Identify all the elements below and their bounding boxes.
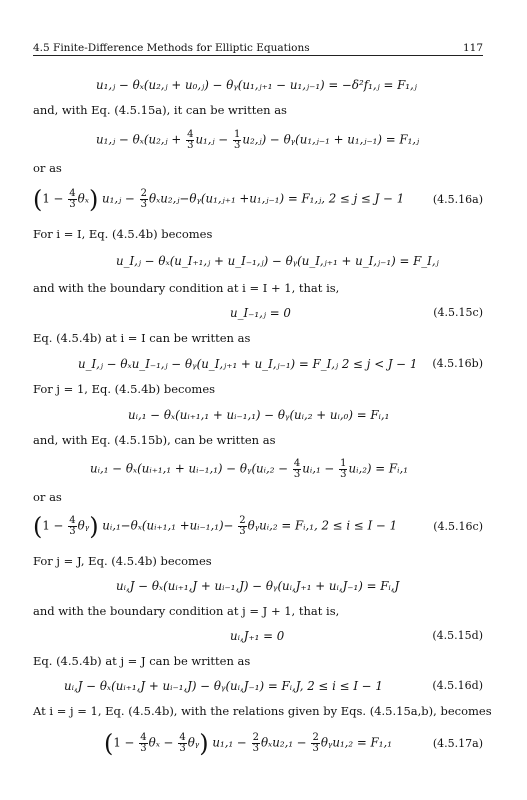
equation: uᵢ,₁ − θₓ(uᵢ₊₁,₁ + uᵢ₋₁,₁) − θᵧ(uᵢ,₂ + uᵢ,₀) = Fᵢ,₁ <box>128 408 390 422</box>
equation-number: (4.5.16c) <box>433 520 483 533</box>
numerator: 4 <box>179 732 186 743</box>
header-rule <box>33 55 483 56</box>
equation: u₁,ⱼ − θₓ(u₂,ⱼ + u₀,ⱼ) − θᵧ(u₁,ⱼ₊₁ − u₁,ⱼ₋₁) = −δ²f₁,ⱼ = F₁,ⱼ <box>96 78 417 92</box>
fraction <box>252 733 260 754</box>
right-paren: ) <box>89 512 99 541</box>
equation <box>96 130 419 151</box>
equation <box>33 185 405 214</box>
equation: u_I,ⱼ − θₓu_I₋₁,ⱼ − θᵧ(u_I,ⱼ₊₁ + u_I,ⱼ₋₁) = F_I,ⱼ 2 ≤ j < J − 1 <box>78 357 418 371</box>
section-title: 4.5 Finite-Difference Methods for Elliptic Equations <box>33 42 310 54</box>
equation-part: 1 − <box>42 518 68 533</box>
denominator: 3 <box>312 743 319 754</box>
equation-part: uᵢ,₁−θₓ(uᵢ₊₁,₁ +uᵢ₋₁,₁)− <box>98 518 238 533</box>
numerator: 2 <box>140 188 148 199</box>
equation-part: θᵧ <box>187 735 200 750</box>
fraction <box>293 459 301 480</box>
paragraph-text: and, with Eq. (4.5.15a), it can be written as <box>33 103 287 117</box>
equation: u_I₋₁,ⱼ = 0 <box>230 306 291 320</box>
equation <box>104 729 392 758</box>
fraction <box>139 733 147 754</box>
equation-part: 1 − <box>42 191 68 206</box>
equation-part: θᵧ <box>77 518 90 533</box>
equation-part: θₓ − <box>148 735 178 750</box>
equation <box>90 459 408 480</box>
equation-number: (4.5.15d) <box>432 629 483 642</box>
fraction <box>339 459 347 480</box>
fraction <box>238 516 246 537</box>
paragraph-text: and with the boundary condition at i = I + 1, that is, <box>33 281 340 295</box>
running-header <box>33 38 483 54</box>
left-paren: ( <box>33 512 43 541</box>
numerator: 4 <box>69 188 76 199</box>
denominator: 3 <box>234 140 241 151</box>
equation: uᵢ,J − θₓ(uᵢ₊₁,J + uᵢ₋₁,J) − θᵧ(uᵢ,J₋₁) = Fᵢ,J, 2 ≤ i ≤ I − 1 <box>64 679 383 693</box>
equation-part: u₁,ⱼ − θₓ(u₂,ⱼ + <box>96 132 186 147</box>
equation-number: (4.5.16b) <box>432 357 483 370</box>
equation: uᵢ,J − θₓ(uᵢ₊₁,J + uᵢ₋₁,J) − θᵧ(uᵢ,J₊₁ + uᵢ,J₋₁) = Fᵢ,J <box>116 579 400 593</box>
denominator: 3 <box>293 469 301 480</box>
paragraph-text: Eq. (4.5.4b) at j = J can be written as <box>33 654 251 668</box>
equation-part: θᵧu₁,₂ = F₁,₁ <box>320 735 392 750</box>
paragraph-text: At i = j = 1, Eq. (4.5.4b), with the relations given by Eqs. (4.5.15a,b), becomes <box>33 704 492 718</box>
right-paren: ) <box>88 185 99 214</box>
equation-number: (4.5.17a) <box>432 737 483 750</box>
numerator: 4 <box>187 129 194 140</box>
numerator: 4 <box>140 732 147 743</box>
equation-part: 1 − <box>113 735 139 750</box>
equation-part: u₁,ⱼ − <box>195 132 233 147</box>
denominator: 3 <box>187 140 194 151</box>
denominator: 3 <box>340 469 347 480</box>
paragraph-text: and, with Eq. (4.5.15b), can be written as <box>33 433 276 447</box>
equation-part: uᵢ,₁ − <box>302 461 339 476</box>
paragraph-text: For j = 1, Eq. (4.5.4b) becomes <box>33 382 216 396</box>
paragraph-text: or as <box>33 490 62 504</box>
numerator: 1 <box>234 129 241 140</box>
equation-part: u₁,ⱼ − <box>98 191 139 206</box>
fraction <box>311 733 319 754</box>
denominator: 3 <box>140 199 148 210</box>
paragraph-text: and with the boundary condition at j = J + 1, that is, <box>33 604 340 618</box>
fraction <box>186 130 194 151</box>
denominator: 3 <box>69 199 76 210</box>
numerator: 4 <box>69 515 76 526</box>
equation-number: (4.5.15c) <box>433 306 483 319</box>
numerator: 2 <box>312 732 319 743</box>
fraction <box>178 733 186 754</box>
denominator: 3 <box>239 526 246 537</box>
equation: uᵢ,J₊₁ = 0 <box>230 629 285 643</box>
numerator: 1 <box>340 458 347 469</box>
equation-part: u₂,ⱼ) − θᵧ(u₁,ⱼ₋₁ + u₁,ⱼ₋₁) = F₁,ⱼ <box>242 132 420 147</box>
denominator: 3 <box>179 743 186 754</box>
numerator: 4 <box>293 458 301 469</box>
equation-part: θₓu₂,₁ − <box>260 735 311 750</box>
equation-part: θₓu₂,ⱼ−θᵧ(u₁,ⱼ₊₁ +u₁,ⱼ₋₁) = F₁,ⱼ, 2 ≤ j ≤ J − 1 <box>149 191 405 206</box>
numerator: 2 <box>239 515 246 526</box>
paragraph-text: or as <box>33 161 62 175</box>
equation-number: (4.5.16d) <box>432 679 483 692</box>
equation-part: θₓ <box>77 191 89 206</box>
denominator: 3 <box>69 526 76 537</box>
left-paren: ( <box>104 729 114 758</box>
denominator: 3 <box>252 743 259 754</box>
denominator: 3 <box>140 743 147 754</box>
fraction <box>68 516 76 537</box>
equation-part: uᵢ,₁ − θₓ(uᵢ₊₁,₁ + uᵢ₋₁,₁) − θᵧ(uᵢ,₂ − <box>90 461 292 476</box>
right-paren: ) <box>199 729 209 758</box>
numerator: 2 <box>252 732 259 743</box>
equation <box>33 512 398 541</box>
paragraph-text: For j = J, Eq. (4.5.4b) becomes <box>33 554 212 568</box>
left-paren: ( <box>33 185 43 214</box>
equation: u_I,ⱼ − θₓ(u_I₊₁,ⱼ + u_I₋₁,ⱼ) − θᵧ(u_I,ⱼ₊₁ + u_I,ⱼ₋₁) = F_I,ⱼ <box>116 254 439 268</box>
equation-number: (4.5.16a) <box>432 193 483 206</box>
fraction <box>68 189 76 210</box>
equation-part: θᵧuᵢ,₂ = Fᵢ,₁, 2 ≤ i ≤ I − 1 <box>247 518 398 533</box>
page-number: 117 <box>462 42 483 54</box>
paragraph-text: For i = I, Eq. (4.5.4b) becomes <box>33 227 213 241</box>
equation-part: u₁,₁ − <box>208 735 251 750</box>
fraction <box>233 130 241 151</box>
paragraph-text: Eq. (4.5.4b) at i = I can be written as <box>33 331 251 345</box>
fraction <box>140 189 148 210</box>
equation-part: uᵢ,₂) = Fᵢ,₁ <box>348 461 408 476</box>
